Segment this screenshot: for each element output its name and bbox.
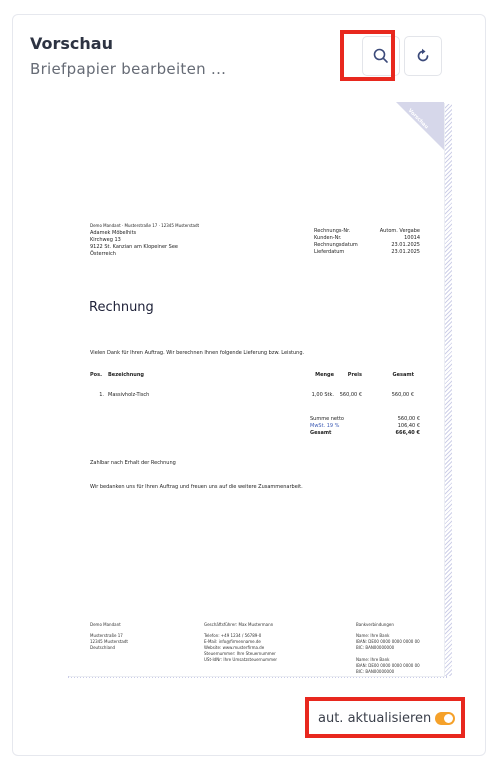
footer-line: Demo Mandant bbox=[90, 622, 121, 627]
invoice-preview[interactable] bbox=[68, 102, 444, 676]
col-qty: Menge bbox=[315, 372, 334, 378]
col-price: Preis bbox=[347, 372, 362, 378]
footer-line: Name: Ihre Bank bbox=[356, 657, 390, 662]
meta-key: Lieferdatum bbox=[314, 249, 345, 255]
toggle-knob bbox=[444, 714, 453, 723]
zoom-preview-button[interactable] bbox=[362, 36, 400, 76]
paper-shadow-right bbox=[444, 104, 452, 676]
meta-value: Autom. Vergabe bbox=[379, 228, 420, 234]
footer-line: Telefon: +49 1234 / 56789-0 bbox=[204, 633, 262, 638]
footer-line: IBAN: DE00 0000 0000 0000 00 bbox=[356, 639, 420, 644]
footer-line: Geschäftsführer: Max Mustermann bbox=[204, 622, 274, 627]
recipient-line: 9122 St. Kanzian am Klopeiner See bbox=[90, 244, 178, 250]
auto-update-label: aut. aktualisieren bbox=[318, 711, 432, 726]
sender-line: Demo Mandant · Musterstraße 17 · 12345 Musterstadt bbox=[90, 223, 200, 228]
row-qty: 1,00 Stk. bbox=[311, 392, 334, 398]
footer-line: BIC: BAN00000000 bbox=[356, 669, 395, 674]
footer-line: USt-IdNr: Ihre Umsatzsteuernummer bbox=[204, 657, 278, 662]
meta-key: Kunden-Nr. bbox=[314, 235, 342, 241]
meta-row bbox=[314, 249, 420, 256]
footer-line: IBAN: DE00 0000 0000 0000 00 bbox=[356, 663, 420, 668]
footer-line: 12345 Musterstadt bbox=[90, 639, 128, 644]
recipient-line: Kirchweg 13 bbox=[90, 237, 121, 243]
invoice-intro: Vielen Dank für Ihren Auftrag. Wir berechnen Ihnen folgende Lieferung bzw. Leistung. bbox=[90, 350, 305, 356]
col-total: Gesamt bbox=[392, 372, 414, 378]
footer-line: Bankverbindungen bbox=[356, 622, 394, 627]
footer-line: Name: Ihre Bank bbox=[356, 633, 390, 638]
sum-key: Gesamt bbox=[310, 430, 332, 436]
footer-line: Deutschland bbox=[90, 645, 116, 650]
table-row bbox=[90, 392, 420, 399]
payment-terms: Zahlbar nach Erhalt der Rechnung bbox=[90, 460, 176, 466]
meta-row bbox=[314, 242, 420, 249]
row-price: 560,00 € bbox=[339, 392, 362, 398]
col-desc: Bezeichnung bbox=[108, 372, 144, 378]
invoice-totals bbox=[310, 416, 420, 437]
meta-value: 23.01.2025 bbox=[391, 242, 420, 248]
panel-title: Vorschau bbox=[30, 34, 113, 53]
sum-row bbox=[310, 416, 420, 423]
preview-corner-label: Vorschau bbox=[406, 107, 430, 131]
recipient-line: Adamek Möbelhits bbox=[90, 230, 137, 236]
auto-update-toggle[interactable] bbox=[435, 712, 455, 725]
sum-row bbox=[310, 430, 420, 437]
footer-line: E-Mail: info@firmenname.de bbox=[204, 639, 261, 644]
sum-value: 560,00 € bbox=[397, 416, 420, 422]
preview-corner-ribbon bbox=[395, 102, 444, 151]
meta-value: 10014 bbox=[404, 235, 420, 241]
footer-line: Website: www.musterfirma.de bbox=[204, 645, 265, 650]
recipient-line: Österreich bbox=[90, 251, 116, 257]
recipient-address bbox=[90, 230, 178, 258]
closing-text: Wir bedanken uns für Ihren Auftrag und freuen uns auf die weitere Zusammenarbeit. bbox=[90, 484, 303, 490]
invoice-meta bbox=[314, 228, 420, 256]
sum-value: 106,40 € bbox=[397, 423, 420, 429]
sum-value: 666,40 € bbox=[395, 430, 420, 436]
row-pos: 1. bbox=[99, 392, 104, 398]
search-icon bbox=[372, 47, 390, 65]
meta-key: Rechnungs-Nr. bbox=[314, 228, 351, 234]
meta-value: 23.01.2025 bbox=[391, 249, 420, 255]
row-total: 560,00 € bbox=[391, 392, 414, 398]
sum-row bbox=[310, 423, 420, 430]
meta-row bbox=[314, 228, 420, 235]
sum-key: Summe netto bbox=[310, 416, 344, 422]
table-header bbox=[90, 372, 420, 379]
panel-subtitle: Briefpapier bearbeiten ... bbox=[30, 60, 227, 78]
refresh-icon bbox=[414, 47, 432, 65]
sum-key: MwSt. 19 % bbox=[310, 423, 340, 429]
col-pos: Pos. bbox=[90, 372, 102, 378]
meta-key: Rechnungsdatum bbox=[314, 242, 358, 248]
footer-line: BIC: BAN00000000 bbox=[356, 645, 395, 650]
footer-line: Steuernummer: Ihre Steuernummer bbox=[204, 651, 276, 656]
row-desc: Massivholz-Tisch bbox=[108, 392, 150, 398]
refresh-preview-button[interactable] bbox=[404, 36, 442, 76]
footer-line: Musterstraße 17 bbox=[90, 633, 123, 638]
meta-row bbox=[314, 235, 420, 242]
paper-shadow-bottom bbox=[68, 676, 448, 678]
footer-contact bbox=[204, 622, 277, 663]
footer-company bbox=[90, 622, 128, 651]
footer-bank bbox=[356, 622, 420, 675]
invoice-title: Rechnung bbox=[89, 300, 154, 315]
